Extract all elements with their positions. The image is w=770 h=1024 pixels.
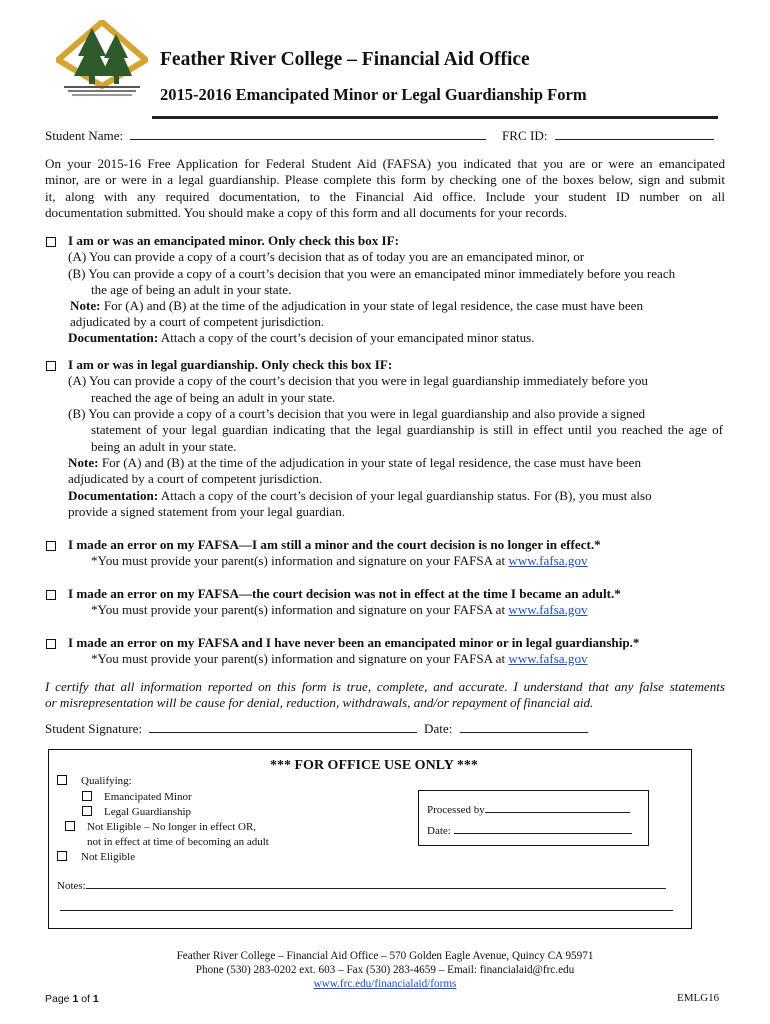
section1-doc xyxy=(68,330,535,346)
date-field[interactable] xyxy=(460,721,588,733)
fafsa-link-1[interactable]: www.fafsa.gov xyxy=(508,553,588,568)
certify-line-2: or misrepresentation will be cause for denial, reduction, withdrawals, and/or repayment of financial aid. xyxy=(45,695,594,710)
qualifying-label: Qualifying: xyxy=(81,775,132,787)
office-date-row xyxy=(427,823,632,839)
error1-checkbox[interactable] xyxy=(46,541,56,551)
not-eligible-label: Not Eligible xyxy=(81,851,136,863)
section1-heading: I am or was an emancipated minor. Only check this box IF: xyxy=(68,233,400,248)
forms-link[interactable]: www.frc.edu/financialaid/forms xyxy=(313,978,457,990)
section1-a: (A) You can provide a copy of a court’s decision that as of today you are an emancipated minor, or xyxy=(68,249,585,264)
office-date-label: Date: xyxy=(427,825,451,837)
notes-label: Notes: xyxy=(57,880,86,892)
error1-note xyxy=(91,553,588,569)
frc-id-field[interactable] xyxy=(555,128,714,140)
error2-heading: I made an error on my FAFSA—the court decision was not in effect at the time I became an adult.* xyxy=(68,586,621,601)
error2-checkbox[interactable] xyxy=(46,590,56,600)
office-guardianship-label: Legal Guardianship xyxy=(104,806,192,818)
page-prefix: Page xyxy=(45,993,73,1005)
processed-row xyxy=(427,802,630,818)
signature-row xyxy=(45,721,417,737)
footer-link-row xyxy=(0,977,770,991)
section2-heading: I am or was in legal guardianship. Only check this box IF: xyxy=(68,357,393,372)
section2-b3: being an adult in your state. xyxy=(91,439,237,454)
page-mid: of xyxy=(78,993,93,1005)
error1-note-text: *You must provide your parent(s) information and signature on your FAFSA at xyxy=(91,553,509,568)
student-info-row xyxy=(45,128,486,144)
section2-doc2: provide a signed statement from your legal guardian. xyxy=(68,504,346,519)
not-eligible-effect-label-2: not in effect at time of becoming an adult xyxy=(87,836,269,848)
section1-note xyxy=(70,298,643,314)
frc-id-label: FRC ID: xyxy=(502,128,548,143)
intro-line-1: On your 2015-16 Free Application for Federal Student Aid (FAFSA) you indicated that you are or were an emancipated xyxy=(45,156,725,171)
section1-note-text: For (A) and (B) at the time of the adjudication in your state of legal residence, the case must have been xyxy=(100,298,644,313)
intro-line-2: minor, are or were in a legal guardianship. Please complete this form by checking one of the boxes below, sign and submit xyxy=(45,172,725,187)
section2-note xyxy=(68,455,641,471)
section2-doc-label: Documentation: xyxy=(68,488,159,503)
fafsa-link-3[interactable]: www.fafsa.gov xyxy=(508,651,588,666)
error3-note-text: *You must provide your parent(s) information and signature on your FAFSA at xyxy=(91,651,509,666)
frc-id-row xyxy=(502,128,714,144)
college-logo-icon xyxy=(56,20,148,100)
section2-note-text: For (A) and (B) at the time of the adjudication in your state of legal residence, the case must have been xyxy=(98,455,642,470)
not-eligible-effect-label-1: Not Eligible – No longer in effect OR, xyxy=(87,821,257,833)
form-code: EMLG16 xyxy=(677,992,720,1004)
section2-note-label: Note: xyxy=(68,455,99,470)
intro-line-3: it, along with any required documentation, to the Financial Aid office. Include your student ID number on all xyxy=(45,189,725,204)
section2-note2: adjudicated by a court of competent jurisdiction. xyxy=(68,471,323,486)
date-row xyxy=(424,721,588,737)
section1-note-label: Note: xyxy=(70,298,101,313)
footer-contact: Phone (530) 283-0202 ext. 603 – Fax (530) 283-4659 – Email: financialaid@frc.edu xyxy=(195,964,575,976)
student-name-field[interactable] xyxy=(130,128,486,140)
notes-field[interactable] xyxy=(86,878,666,889)
error3-checkbox[interactable] xyxy=(46,639,56,649)
header-divider xyxy=(152,116,718,119)
section2-doc xyxy=(68,488,652,504)
student-name-label: Student Name: xyxy=(45,128,124,143)
emancipated-minor-checkbox[interactable] xyxy=(46,237,56,247)
office-date-field[interactable] xyxy=(454,823,632,834)
not-eligible-effect-checkbox[interactable] xyxy=(65,821,75,831)
error1-heading: I made an error on my FAFSA—I am still a minor and the court decision is no longer in effect.* xyxy=(68,537,601,552)
footer-address: Feather River College – Financial Aid Office – 570 Golden Eagle Avenue, Quincy CA 95971 xyxy=(176,950,594,962)
office-emancipated-label: Emancipated Minor xyxy=(104,791,192,803)
section2-doc-text: Attach a copy of the court’s decision of your legal guardianship status. For (B), you must also xyxy=(158,488,652,503)
office-emancipated-checkbox[interactable] xyxy=(82,791,92,801)
signature-label: Student Signature: xyxy=(45,721,143,736)
section2-b2: statement of your legal guardian indicating that the legal guardianship is still in effect until you reached the age of xyxy=(91,422,723,437)
processed-field[interactable] xyxy=(485,802,630,813)
signature-field[interactable] xyxy=(149,721,417,733)
section2-a2: reached the age of being an adult in your state. xyxy=(91,390,336,405)
section1-doc-text: Attach a copy of the court’s decision of your emancipated minor status. xyxy=(158,330,535,345)
office-guardianship-checkbox[interactable] xyxy=(82,806,92,816)
form-subtitle: 2015-2016 Emancipated Minor or Legal Guardianship Form xyxy=(160,85,587,104)
office-heading: *** FOR OFFICE USE ONLY *** xyxy=(270,758,478,773)
date-label: Date: xyxy=(424,721,453,736)
page-total: 1 xyxy=(92,993,99,1005)
intro-line-4: documentation submitted. You should make a copy of this form and all documents for your records. xyxy=(45,205,568,220)
processed-label: Processed by xyxy=(427,804,485,816)
fafsa-link-2[interactable]: www.fafsa.gov xyxy=(508,602,588,617)
section1-b2: the age of being an adult in your state. xyxy=(91,282,292,297)
error3-heading: I made an error on my FAFSA and I have never been an emancipated minor or in legal guardianship.* xyxy=(68,635,640,650)
section1-doc-label: Documentation: xyxy=(68,330,159,345)
section2-b1: (B) You can provide a copy of a court’s decision that you were in legal guardianship and also provide a signed xyxy=(68,406,646,421)
page-number xyxy=(45,991,99,1007)
error2-note xyxy=(91,602,588,618)
legal-guardianship-checkbox[interactable] xyxy=(46,361,56,371)
page-current: 1 xyxy=(72,993,79,1005)
error3-note xyxy=(91,651,588,667)
notes-row xyxy=(57,878,666,894)
certify-line-1: I certify that all information reported on this form is true, complete, and accurate. I understand that any false statements xyxy=(45,679,725,694)
notes-field-line-2[interactable] xyxy=(60,910,673,911)
section2-a1: (A) You can provide a copy of the court’s decision that you were in legal guardianship immediately before you xyxy=(68,373,648,388)
form-title: Feather River College – Financial Aid Office xyxy=(160,49,530,70)
section1-b1: (B) You can provide a copy of a court’s decision that you were an emancipated minor immediately before you reach xyxy=(68,266,676,281)
qualifying-checkbox[interactable] xyxy=(57,775,67,785)
error2-note-text: *You must provide your parent(s) information and signature on your FAFSA at xyxy=(91,602,509,617)
section1-note2: adjudicated by a court of competent jurisdiction. xyxy=(70,314,325,329)
not-eligible-checkbox[interactable] xyxy=(57,851,67,861)
